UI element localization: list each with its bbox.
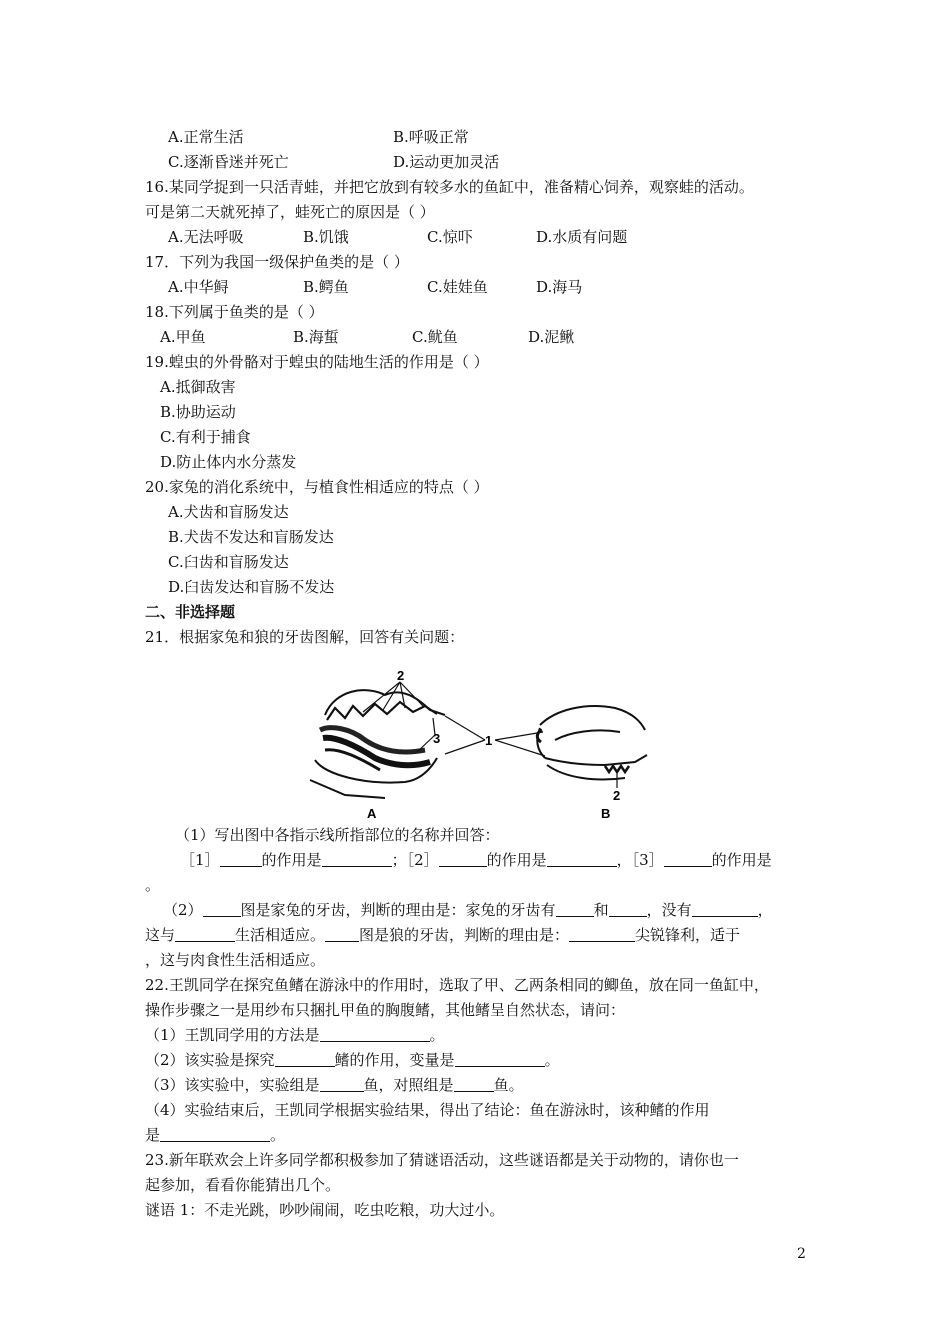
q22-p2b: 鳍的作用，变量是 xyxy=(334,1051,455,1069)
q21-stem: 21．根据家兔和狼的牙齿图解，回答有关问题： xyxy=(145,628,465,646)
q19-stem: 19.蝗虫的外骨骼对于蝗虫的陆地生活的作用是（ ） xyxy=(145,353,489,371)
q21-p2-a1: （2） xyxy=(163,901,203,919)
q23-line1: 23.新年联欢会上许多同学都积极参加了猜谜语活动，这些谜语都是关于动物的，请你也一 xyxy=(145,1151,739,1169)
q19-option-d: D.防止体内水分蒸发 xyxy=(160,453,297,471)
blank-15[interactable] xyxy=(455,1050,545,1067)
q21-p1-text1: ［1］ xyxy=(180,851,220,869)
q16-line2: 可是第二天就死掉了，蛙死亡的原因是（ ） xyxy=(145,203,435,221)
q21-p1-text5: ，［3］ xyxy=(616,851,664,869)
q22-p3a: （3）该实验中，实验组是 xyxy=(145,1076,320,1094)
page-number: 2 xyxy=(797,1246,806,1262)
q22-line2: 操作步骤之一是用纱布只捆扎甲鱼的胸腹鳍，其他鳍呈自然状态，请问： xyxy=(145,1001,626,1019)
q21-p2-a4: ，没有 xyxy=(646,901,692,919)
skull-b xyxy=(537,706,647,779)
q17-option-d: D.海马 xyxy=(536,278,583,296)
blank-17[interactable] xyxy=(454,1075,494,1092)
q22-p1a: （1）王凯同学用的方法是 xyxy=(145,1026,320,1044)
q22-line1: 22.王凯同学在探究鱼鳍在游泳中的作用时，选取了甲、乙两条相同的鲫鱼，放在同一鱼缸中， xyxy=(145,976,769,994)
blank-2[interactable] xyxy=(322,850,392,867)
q22-p4c: 。 xyxy=(270,1126,286,1144)
q21-p2-a5: ， xyxy=(757,901,773,919)
q15-option-b: B.呼吸正常 xyxy=(393,128,469,146)
q18-option-b: B.海蜇 xyxy=(293,328,339,346)
q21-p2-b1: 这与 xyxy=(145,926,176,944)
q16-option-d: D.水质有问题 xyxy=(536,228,628,246)
q21-part2-line2 xyxy=(145,925,740,945)
label-2-a: 2 xyxy=(397,670,405,683)
blank-9[interactable] xyxy=(692,900,758,917)
q22-part1 xyxy=(145,1025,445,1045)
q17-option-c: C.娃娃鱼 xyxy=(427,278,488,296)
q20-option-d: D.臼齿发达和盲肠不发达 xyxy=(168,578,335,596)
q20-stem: 20.家兔的消化系统中，与植食性相适应的特点（ ） xyxy=(145,478,489,496)
blank-4[interactable] xyxy=(547,850,617,867)
label-b: B xyxy=(601,806,611,820)
teeth-diagram xyxy=(305,670,655,820)
blank-13[interactable] xyxy=(320,1025,430,1042)
q15-option-c: C.逐渐昏迷并死亡 xyxy=(168,153,289,171)
blank-8[interactable] xyxy=(609,900,647,917)
blank-18[interactable] xyxy=(160,1125,270,1142)
q15-option-d: D.运动更加灵活 xyxy=(393,153,500,171)
blank-7[interactable] xyxy=(556,900,594,917)
q22-p2a: （2）该实验是探究 xyxy=(145,1051,275,1069)
q22-p3b: 鱼，对照组是 xyxy=(363,1076,454,1094)
label-1: 1 xyxy=(485,733,493,748)
q18-option-a: A.甲鱼 xyxy=(160,328,206,346)
label-a: A xyxy=(367,806,377,820)
q18-stem: 18.下列属于鱼类的是（ ） xyxy=(145,303,324,321)
q18-option-d: D.泥鳅 xyxy=(528,328,575,346)
q21-p1-text4: 的作用是 xyxy=(486,851,547,869)
q22-p2c: 。 xyxy=(544,1051,560,1069)
q21-p2-a3: 和 xyxy=(593,901,609,919)
q17-option-b: B.鳄鱼 xyxy=(303,278,349,296)
q22-p4b: 是 xyxy=(145,1126,161,1144)
q17-option-a: A.中华鲟 xyxy=(168,278,229,296)
q22-part4-cont xyxy=(145,1125,285,1145)
q21-p2-b4: 尖锐锋利，适于 xyxy=(635,926,741,944)
q20-option-c: C.臼齿和盲肠发达 xyxy=(168,553,289,571)
blank-10[interactable] xyxy=(175,925,235,942)
blank-11[interactable] xyxy=(325,925,359,942)
q19-option-b: B.协助运动 xyxy=(160,403,236,421)
q16-option-a: A.无法呼吸 xyxy=(168,228,244,246)
q20-option-b: B.犬齿不发达和盲肠发达 xyxy=(168,528,334,546)
blank-5[interactable] xyxy=(664,850,712,867)
q22-p1b: 。 xyxy=(429,1026,445,1044)
q23-riddle1: 谜语 1：不走光跳，吵吵闹闹，吃虫吃粮，功大过小。 xyxy=(145,1201,505,1219)
q19-option-a: A.抵御敌害 xyxy=(160,378,236,396)
q21-p1-text2: 的作用是 xyxy=(261,851,322,869)
q21-part2-line1 xyxy=(163,900,773,920)
blank-14[interactable] xyxy=(275,1050,335,1067)
q21-part1-blanks xyxy=(180,850,772,870)
q18-option-c: C.鱿鱼 xyxy=(412,328,458,346)
q22-part3 xyxy=(145,1075,524,1095)
q21-part1-intro: （1）写出图中各指示线所指部位的名称并回答： xyxy=(175,826,500,844)
q23-line2: 起参加，看看你能猜出几个。 xyxy=(145,1176,341,1194)
section-heading: 二、非选择题 xyxy=(145,603,236,621)
q21-p2-b2: 生活相适应。 xyxy=(235,926,326,944)
q22-part2 xyxy=(145,1050,560,1070)
q22-part4: （4）实验结束后，王凯同学根据实验结果，得出了结论：鱼在游泳时，该种鳍的作用 xyxy=(145,1101,710,1119)
q16-line1: 16.某同学捉到一只活青蛙，并把它放到有较多水的鱼缸中，准备精心饲养，观察蛙的活动。 xyxy=(145,178,754,196)
q21-p1-text6: 的作用是 xyxy=(711,851,772,869)
blank-1[interactable] xyxy=(220,850,262,867)
q17-stem: 17．下列为我国一级保护鱼类的是（ ） xyxy=(145,253,409,271)
blank-12[interactable] xyxy=(569,925,635,942)
label-3: 3 xyxy=(433,731,441,746)
q16-option-b: B.饥饿 xyxy=(303,228,349,246)
q22-p3c: 鱼。 xyxy=(493,1076,524,1094)
q16-option-c: C.惊吓 xyxy=(427,228,473,246)
q21-p2-a2: 图是家兔的牙齿，判断的理由是：家兔的牙齿有 xyxy=(240,901,556,919)
q21-p1-text3: ；［2］ xyxy=(391,851,439,869)
blank-3[interactable] xyxy=(439,850,487,867)
q21-part2-line3: ，这与肉食性生活相适应。 xyxy=(145,951,326,969)
q20-option-a: A.犬齿和盲肠发达 xyxy=(168,503,289,521)
blank-16[interactable] xyxy=(320,1075,364,1092)
label-2-b: 2 xyxy=(613,788,621,803)
teeth-figure xyxy=(305,670,655,824)
q19-option-c: C.有利于捕食 xyxy=(160,428,251,446)
q15-option-a: A.正常生活 xyxy=(168,128,244,146)
blank-6[interactable] xyxy=(203,900,241,917)
q21-part1-end: 。 xyxy=(145,876,161,894)
q21-p2-b3: 图是狼的牙齿，判断的理由是： xyxy=(359,926,570,944)
